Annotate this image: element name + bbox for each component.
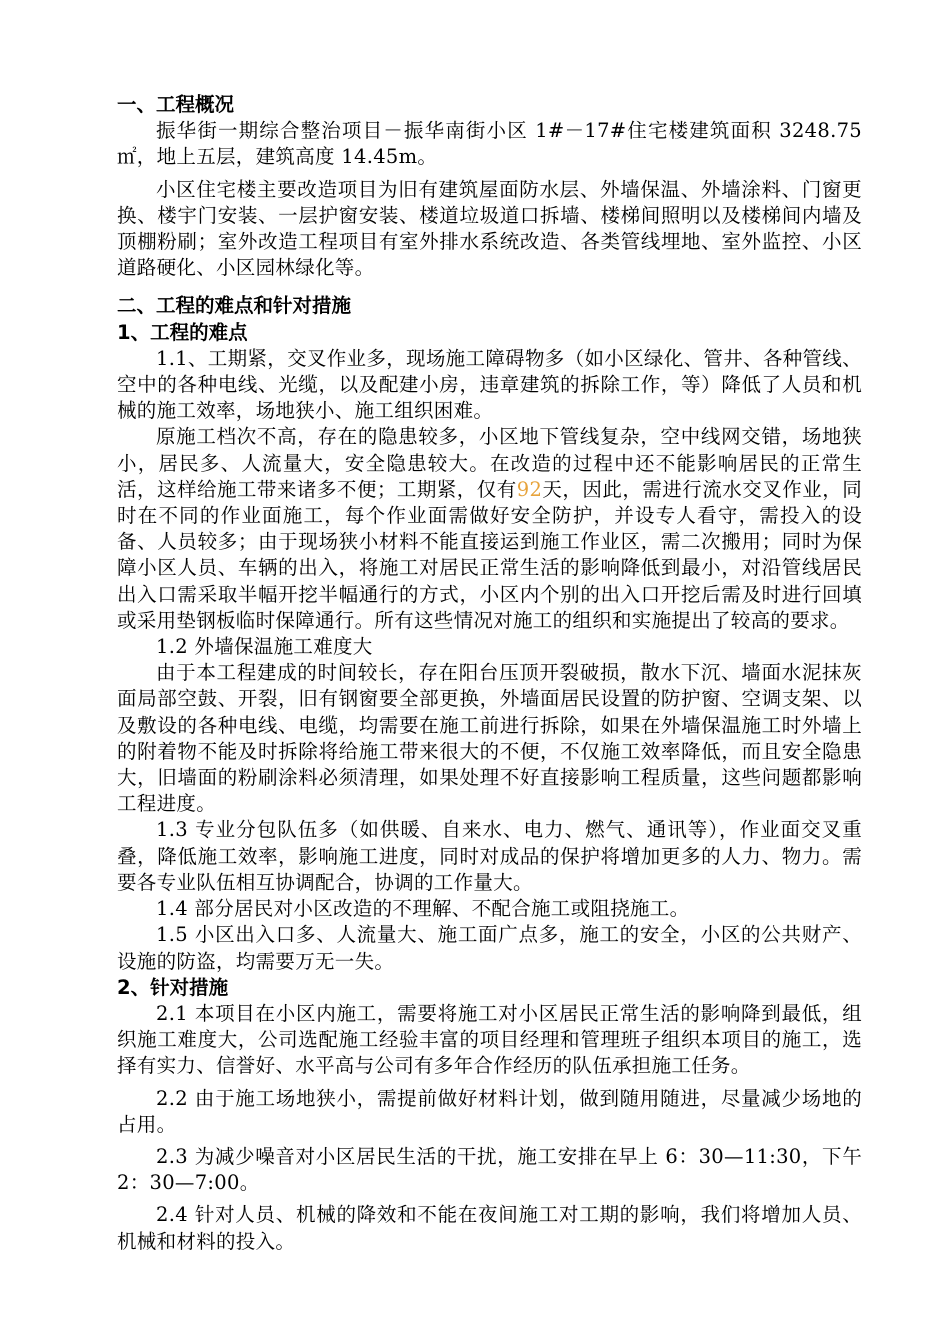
section-heading-overview: 一、工程概况 (117, 93, 235, 116)
paragraph-2-4: 2.4 针对人员、机械的降效和不能在夜间施工对工期的影响，我们将增加人员、机械和材料的投入。 (117, 1203, 862, 1253)
paragraph-1-2: 由于本工程建成的时间较长，存在阳台压顶开裂破损，散水下沉、墙面水泥抹灰面局部空鼓、开裂，旧有钢窗要全部更换，外墙面居民设置的防护窗、空调支架、以及敷设的各种电线、电缆，均需要在施工前进行拆除，如果在外墙保温施工时外墙上的附着物不能及时拆除将给施工带来很大的不便，不仅施工效率降低，而且安全隐患大，旧墙面的粉刷涂料必须清理，如果处理不好直接影响工程质量，这些问题都影响工程进度。 (117, 661, 862, 816)
paragraph-project-area: 振华街一期综合整治项目－振华南街小区 1#－17#住宅楼建筑面积 3248.75㎡，地上五层，建筑高度 14.45m。 (117, 119, 862, 169)
paragraph-original-conditions (117, 424, 862, 634)
paragraph-2-3: 2.3 为减少噪音对小区居民生活的干扰，施工安排在早上 6：30—11:30，下午 2：30—7:00。 (117, 1144, 862, 1195)
original-conditions-text-a: 原施工档次不高，存在的隐患较多，小区地下管线复杂，空中线网交错，场地狭小，居民多、人流量大，安全隐患较大。在改造的过程中还不能影响居民的正常生活，这样给施工带来诸多不便；工期紧，仅有 (117, 425, 862, 501)
paragraph-1-1: 1.1、工期紧，交叉作业多，现场施工障碍物多（如小区绿化、管井、各种管线、空中的各种电线、光缆，以及配建小房，违章建筑的拆除工作，等）降低了人员和机械的施工效率，场地狭小、施工组织困难。 (117, 346, 862, 423)
paragraph-1-3: 1.3 专业分包队伍多（如供暖、自来水、电力、燃气、通讯等），作业面交叉重叠，降低施工效率，影响施工进度，同时对成品的保护将增加更多的人力、物力。需要各专业队伍相互协调配合，协调的工作量大。 (117, 818, 862, 894)
paragraph-2-2: 2.2 由于施工场地狭小，需提前做好材料计划，做到随用随进，尽量减少场地的占用。 (117, 1086, 862, 1136)
subheading-measures: 2、针对措施 (117, 975, 229, 999)
days-highlight: 92 (516, 477, 543, 501)
original-conditions-text-b: 天，因此，需进行流水交叉作业，同时在不同的作业面施工，每个作业面需做好安全防护，并设专人看守，需投入的设备、人员较多；由于现场狭小材料不能直接运到施工作业区，需二次搬用；同时为保障小区人员、车辆的出入，将施工对居民正常生活的影响降低到最小，对沿管线居民出入口需采取半幅开挖半幅通行的方式，小区内个别的出入口开挖后需及时进行回填或采用垫钢板临时保障通行。所有这些情况对施工的组织和实施提出了较高的要求。 (117, 477, 862, 632)
section-heading-difficulties-measures: 二、工程的难点和针对措施 (117, 294, 352, 318)
paragraph-2-1: 2.1 本项目在小区内施工，需要将施工对小区居民正常生活的影响降到最低，组织施工难度大，公司选配施工经验丰富的项目经理和管理班子组织本项目的施工，选择有实力、信誉好、水平高与公司有多年合作经历的队伍承担施工任务。 (117, 1001, 862, 1078)
document-page (117, 92, 862, 1255)
paragraph-1-4: 1.4 部分居民对小区改造的不理解、不配合施工或阻挠施工。 (156, 897, 690, 921)
paragraph-renovation-items: 小区住宅楼主要改造项目为旧有建筑屋面防水层、外墙保温、外墙涂料、门窗更换、楼宇门安装、一层护窗安装、楼道垃圾道口拆墙、楼梯间照明以及楼梯间内墙及顶棚粉刷；室外改造工程项目有室外排水系统改造、各类管线埋地、室外监控、小区道路硬化、小区园林绿化等。 (117, 177, 862, 280)
paragraph-1-2-title: 1.2 外墙保温施工难度大 (156, 635, 373, 659)
paragraph-1-5: 1.5 小区出入口多、人流量大、施工面广点多，施工的安全，小区的公共财产、设施的防盗，均需要万无一失。 (117, 923, 862, 973)
subheading-difficulties: 1、工程的难点 (117, 320, 248, 344)
